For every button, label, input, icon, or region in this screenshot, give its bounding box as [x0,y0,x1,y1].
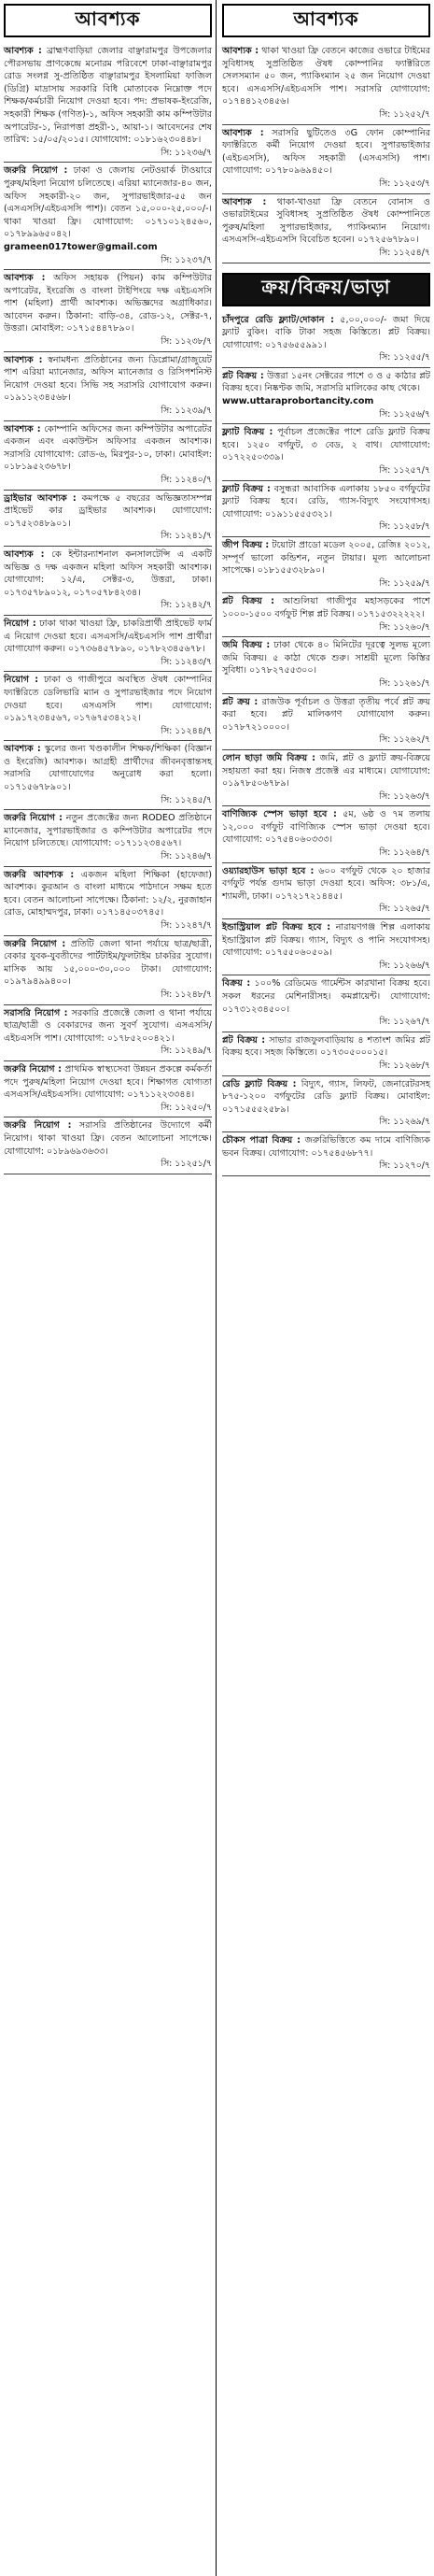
ad-text: সাভার রাজফুলবাড়িয়ায় ৪ শতাংশ জমির প্লট বিক্রয় হবে। সহজ কিস্তিতে। ০১৭৩০৫০০০১৫। [222,1034,430,1059]
ad-reference-code: সি: ১১২৫৬/৭ [379,408,430,420]
ad-reference-code: সি: ১১২৫৩/৭ [379,178,430,189]
ad-reference-code: সি: ১১২৬৯/৭ [379,1117,430,1128]
ad-text: স্কুলের জন্য খণ্ডকালীন শিক্ষক/শিক্ষিকা (বিজ্ঞান ও ইংরেজি) আবশ্যক। আগ্রহী প্রার্থীদের জীবনবৃত্তান্তসহ সরাসরি যোগাযোগের অনুরোধ করা হলো। ০১৭১৫৬৭৮৯০১। [4,744,212,793]
right-ads-top-list [222,43,430,263]
ad-reference-code: সি: ১১২৪৪/৭ [161,725,212,736]
classified-ad [222,312,430,368]
ad-keyword: জরুরি নিয়োগ : [4,1120,72,1131]
ad-text: স্বনামধন্য প্রতিষ্ঠানের জন্য ডিপ্লোমা/গ্রাজুয়েট পাশ এরিয়া ম্যানেজার, অফিস ম্যানেজার ও রিসিপশনিস্ট নিয়োগ দেওয়া হবে। সিভি সহ সরাসরি যোগাযোগ করুন। ০১৯১১২৩৪৫৬৮। [4,354,212,404]
ad-text: সরাসরি ছুটিতেও ৩G ফোন কোম্পানির ফ্যাক্টরিতে কর্মী নিয়োগ দেওয়া হবে। সুপারভাইজার (এইচএসসি), অফিস সহকারী (এসএসসি) পাশ। যোগাযোগ: ০১৭৮০৯৬৯৪৫০। [222,127,430,177]
classified-ad [222,1032,430,1076]
classified-ad [4,1005,212,1061]
ad-keyword: ফ্ল্যাট বিক্রয় : [222,427,273,438]
ad-text: কে ইন্টারন্যাশনাল কনসালটেন্সি এ একটি অভিজ্ঞ ও দক্ষ একজন মহিলা অফিস সহকারী আবশ্যক। যোগাযোগ: ১২/এ, সেক্টর-৩, উত্তরা, ঢাকা। ০১৭৩৫৭৮৯০১২, ০১৭০৫৭৮৪২৩৪। [4,548,212,598]
section-header-buy-sell-rent: ক্রয়/বিক্রয়/ভাড়া [222,273,430,306]
ad-reference-code: সি: ১১২৬০/৭ [379,621,430,633]
classified-ad [222,694,430,750]
classified-ad [222,194,430,263]
ad-keyword: জরুরি নিয়োগ : [4,165,68,177]
ad-text: ঢাকা থেকে ৪০ মিনিটের দূরত্বে সুলভ মূল্যে জমি বিক্রয়। ৫ কাঠা থেকে শুরু। সাশ্রয়ী মূল্যে কিস্তির সুবিধা। ০১৭৮২৭৫৫৩০০। [222,640,430,676]
ad-text: থাকা খাওয়া ফ্রি বেতনে কাজের ওভারে টাইমের সুবিধাসহ সুপ্রতিষ্ঠিত ঔষধ কোম্পানির ফ্যাক্টরিতে সেলসম্যান ৫০ জন, প্যাকিংম্যান ২৫ জন নিয়োগ দেওয়া হবে। এসএসসি/এইচএসসি পাশ। সরাসরি যোগাযোগ: ০১৭৪৪১২৩৪৫৬। [222,46,430,107]
ad-keyword: জমি বিক্রয় : [222,640,271,651]
ad-text: ৬০০ বর্গফুট থেকে ২০ হাজার বর্গফুট পর্যন্ত গুদাম ভাড়া দেওয়া হবে। অফিস: ৩৮১/এ, শ্যামলী, ঢাকা। ০১৭২১৭২১৪৪৫। [222,865,430,902]
ad-text: ঢাকা থাকা খাওয়া ফ্রি, চাকরিপ্রার্থী প্রাইভেট ফার্ম এ নিয়োগ দেওয়া হবে। এসএসসি/এইচএসসি পাশ প্রার্থীরা যোগাযোগ করুন। ০১৭৩৬৪৫৭৮৯০, ০১৭৮২৩৪৫৬৭৮। [4,618,212,655]
ad-keyword: সরাসরি নিয়োগ : [4,1007,68,1018]
ad-keyword: চৌকস পাত্রা বিক্রয় : [222,1134,301,1146]
classified-ad [222,481,430,537]
ad-keyword: রেডি ফ্ল্যাট বিক্রয় : [222,1078,297,1089]
classified-ad [222,750,430,806]
right-ads-bottom-list [222,312,430,1176]
ad-reference-code: সি: ১১২৪৫/৭ [161,794,212,805]
classified-ad [4,741,212,810]
ad-keyword: জরুরি নিয়োগ : [4,813,63,824]
ad-reference-code: সি: ১১২৪৭/৭ [161,920,212,931]
ad-keyword: আবশ্যক : [4,423,41,434]
classified-ad [222,975,430,1032]
ad-reference-code: সি: ১১২৪২/৭ [161,600,212,611]
classified-ad [222,125,430,194]
ad-reference-code: সি: ১১২৪৯/৭ [161,1046,212,1057]
ad-text: ৫,০০,০০০/- জমা দিয়ে ফ্ল্যাট বুকিং। বাকি টাকা সহজ কিস্তিতে। প্লট বিক্রয়। যোগাযোগ: ০১৭৫৬৫৫৯৯১। [222,314,430,350]
ad-reference-code: সি: ১১২৫০/৭ [161,1102,212,1113]
ad-reference-code: সি: ১১২৫৯/৭ [379,577,430,589]
ad-reference-code: সি: ১১২৬৭/৭ [379,1017,430,1028]
ad-text: জরুরিভিত্তিতে কম দামে বাণিজ্যিক ভবন বিক্রয়। যোগাযোগ: ০১৭৫৪৫৬৮৭৭। [222,1134,430,1159]
ad-text: ঢাকা ও গাজীপুরে অবস্থিত ঔষধ কোম্পানির ফ্যাক্টরিতে ডেলিভারি ম্যান ও সুপারভাইজার পদে নিয়োগ দেওয়া হবে। এসএসসি পাশ। যোগাযোগ: ০১৯১৭২৩৪৫৬৭, ০১৭৬৭৫৩৪২১২। [4,675,212,724]
ad-url[interactable]: grameen017tower@gmail.com [4,241,158,252]
ad-reference-code: সি: ১১২৬৪/৭ [379,847,430,859]
ad-reference-code: সি: ১১২৫৮/৭ [379,521,430,533]
ad-keyword: চাঁদপুরে রেডি ফ্ল্যাট/দোকান : [222,314,334,325]
ad-text: কোম্পানি অফিসের জন্য কম্পিউটার অপারেটর একজন এবং একাউন্টস অফিসার একজন আবশ্যক। সরাসরি যোগাযোগ: রোড-৬, মিরপুর-১০, ঢাকা। মোবাইল: ০১৮১৯৫২৩৬৭৮। [4,423,212,473]
classified-ad [4,352,212,421]
ad-keyword: প্লট বিক্রয় : [222,1034,266,1046]
ad-keyword: ইন্ডাস্ট্রিয়াল প্লট বিক্রয় হবে : [222,922,331,933]
ad-keyword: আবশ্যক : [222,127,264,138]
classified-ad [4,491,212,547]
ad-keyword: জরুরি আবশ্যক : [4,869,75,880]
ad-keyword: ফ্ল্যাট বিক্রয় : [222,483,271,494]
classified-ad [4,421,212,491]
ad-keyword: লোন ছাড়া জমি বিক্রয় : [222,752,315,763]
classified-ad [222,537,430,593]
left-ads-list [4,43,212,1174]
classified-ad [222,919,430,975]
ad-text: সরাসরি প্রতিষ্ঠানের উদ্যোগে কর্মী নিয়োগ। থাকা খাওয়া ফ্রি। বেতন আলোচনা সাপেক্ষে। যোগাযোগ: ০১৮৯৬৯৩৬৩৩। [4,1120,213,1157]
ad-text: নতুন প্রজেক্টের জন্য RODEO প্রতিষ্ঠানে ম্যানেজার, সুপারভাইজার ও কম্পিউটার অপারেটর পদে নিয়োগ চলিতেছে। যোগাযোগ: ০১৭১১২৩৪৫৬৭। [4,813,212,849]
ad-reference-code: সি: ১১২৫৪/৭ [379,247,430,258]
section-header-wanted: আবশ্যক [4,4,212,37]
ad-text: অফিস সহায়ক (পিয়ন) কাম কম্পিউটার অপারেটর, ইংরেজি ও বাংলা টাইপিংয়ে দক্ষ এইচএসসি পাশ (মহিলা) প্রার্থী আবশ্যক। অভিজ্ঞদের অগ্রাধিকার। আবেদন করুন। ঠিকানা: বাড়ি-৩৪, রোড-১২, সেক্টর-৭, উত্তরা। মোবাইল: ০১৭১৫৪৪৭৮৯০। [4,273,212,334]
ad-text: ঢাকা ও জেলায় নেটওয়ার্ক টাওয়ারে পুরুষ/মহিলা নিয়োগ চলিতেছে। এরিয়া ম্যানেজার-৪০ জন, অফিস সহকারী-২০ জন, সুপারভাইজার-৫৫ জন (এসএসসি/এইচএসসি পাশ)। বেতন ১৫,০০০-২৫,০০০/-। থাকা খাওয়া ফ্রি। যোগাযোগ: ০১৭১০১২৪৫৬০, ০১৭৮৯৯৬৫০৪২। [4,165,212,240]
ad-reference-code: সি: ১১২৪৮/৭ [161,989,212,1000]
ad-keyword: বিক্রয় : [222,978,251,989]
ad-text: পূর্বাচল প্রজেক্টের পাশে রেডি ফ্ল্যাট বিক্রয় হবে। ১২৫০ বর্গফুট, ৩ বেড, ২ বাথ। যোগাযোগ: ০১৭২২৫০৩৩৯। [222,427,430,463]
ad-text: জমি, প্লট ও ফ্ল্যাট ক্রয়-বিক্রয়ে সহায়তা করা হয়। নিজস্ব প্রজেক্ট এর মাধ্যমে। যোগাযোগ: ০১৯৭৮৫০৬৭৮৯। [222,752,430,790]
ad-reference-code: সি: ১১২৭০/৭ [379,1160,430,1172]
ad-keyword: জরুরি নিয়োগ : [4,1063,62,1075]
ad-reference-code: সি: ১১২৬৮/৭ [379,1060,430,1071]
ad-keyword: ড্রাইভার আবশ্যক : [4,492,77,504]
classified-ad [4,867,212,936]
classified-ad [4,547,212,616]
ad-keyword: নিয়োগ : [4,675,39,686]
ad-reference-code: সি: ১১২৩৬/৭ [161,147,212,158]
ad-keyword: আবশ্যক : [222,196,267,207]
ad-text: সরকারি প্রজেক্টে জেলা ও থানা পর্যায়ে ছাত্র/ছাত্রী ও বেকারদের জন্য সুবর্ণ সুযোগ। এসএসসি/এইচএসসি পাশ। যোগাযোগ: ০১৭৮৫২০০৪২১। [4,1007,212,1044]
classified-ad [222,368,430,424]
ad-reference-code: সি: ১১২৫২/৭ [379,108,430,120]
classified-ad [222,1132,430,1176]
ad-url[interactable]: www.uttaraprobortancity.com [222,396,374,407]
ad-text: থাকা-খাওয়া ফ্রি বেতনে বোনাস ও ওভারটাইমের সুবিধাসহ সুপ্রতিষ্ঠিত ঔষধ কোম্পানিতে পুরুষ/মহিলা সুপারভাইজার, প্যাকিংম্যান নিয়োগ। এসএসসি-এইচএসসি বিবেচিত হবেন। ০১৭২৫৬৭৮৯০। [222,196,430,246]
ad-reference-code: সি: ১১২৪৩/৭ [161,656,212,667]
right-column [218,0,434,2576]
ad-reference-code: সি: ১১২৬৩/৭ [379,790,430,802]
ad-reference-code: সি: ১১২৩৯/৭ [161,406,212,417]
classified-ad [4,270,212,352]
classified-ad [222,424,430,480]
ad-text: আশুলিয়া গাজীপুর মহাসড়কের পাশে ১০০০-১৫০০ বর্গফুট শিল্প প্লট বিক্রয়। ০১৭১৫৩২২২২২। [222,596,430,619]
classified-ad [222,637,430,693]
ad-keyword: আবশ্যক : [4,46,42,56]
ad-keyword: আবশ্যক : [222,46,259,56]
ad-reference-code: সি: ১১২৫৭/৭ [379,465,430,477]
ad-reference-code: সি: ১১২৬৫/৭ [379,904,430,915]
classified-ad [4,1061,212,1117]
classified-ad [4,936,212,1005]
classified-ad [222,806,430,862]
ad-text: কমপক্ষে ৫ বছরের অভিজ্ঞতাসম্পন্ন প্রাইভেট কার ড্রাইভার আবশ্যক। যোগাযোগ: ০১৭৫২৩৪৮৯০১। [4,492,212,529]
ad-keyword: আবশ্যক : [4,744,41,755]
classified-ad [4,1117,212,1174]
ad-text: প্রতিটি জেলা থানা পর্যায়ে ছাত্র/ছাত্রী, বেকার যুবক-যুবতীদের পার্টটাইম/ফুলটাইম চাকরির সুযোগ। মাসিক আয় ১৫,০০০-৩০,০০০ টাকা। যোগাযোগ: ০১৯৭৯৪৯৯৪০০। [4,938,213,988]
classified-ad [222,593,430,637]
ad-keyword: ওয়্যারহাউস ভাড়া হবে : [222,865,315,876]
ad-keyword: প্লট বিক্রয় : [222,370,264,381]
ad-text: উত্তরা ১৫নং সেক্টরের পাশে ৩ ও ৫ কাঠার প্লট বিক্রয় হবে। নিষ্কণ্টক জমি, সরাসরি মালিকের কাছ থেকে। [222,370,430,394]
ad-text: একজন মহিলা শিক্ষিকা (হাফেজা) আবশ্যক। কুরআন ও বাংলা মাধ্যমে পাঠদানে সক্ষম হতে হবে। বেতন আলোচনা সাপেক্ষে। ঠিকানা: ১২/২, নুরজাহান রোড, মোহাম্মদপুর, ঢাকা। ০১৭১৪৫০৩৭৪৫। [4,869,213,918]
classified-ad [4,672,212,741]
ad-keyword: আবশ্যক : [4,273,46,284]
ad-text: ১০০% রেডিমেড গার্মেন্টস কারখানা বিক্রয় হবে। সকল ধরনের মেশিনারীসহ। কমপ্লায়েন্ট। যোগাযোগ: ০১৭৩১২৩৪৫০০। [222,978,430,1015]
classified-ad [222,43,430,125]
ad-reference-code: সি: ১১২৪১/৭ [161,531,212,542]
ad-text: বসুন্ধরা আবাসিক এলাকায় ১৮৫০ বর্গফুটের ফ্ল্যাট বিক্রয় হবে। রেডি, গ্যাস-বিদ্যুৎ সংযোগসহ। যোগাযোগ: ০১৯১১৫৫৫৩২১। [222,483,430,519]
ad-reference-code: সি: ১১২৩৭/৭ [161,254,212,265]
ad-keyword: আবশ্যক : [4,354,43,365]
ad-reference-code: সি: ১১২৪০/৭ [161,475,212,485]
classified-ad [222,1076,430,1132]
ad-reference-code: সি: ১১২৫১/৭ [161,1159,212,1170]
ad-text: বিদ্যুৎ, গ্যাস, লিফট, জেনারেটরসহ ৮৭৫-১২০০ বর্গফুটের রেডি ফ্ল্যাট বিক্রয়। মোবাইল: ০১৭১৫৫৫২৫৮৯। [222,1078,430,1115]
ad-keyword: প্লট বিক্রয় : [222,596,274,607]
ad-keyword: জরুরি নিয়োগ : [4,938,66,949]
ad-reference-code: সি: ১১২৬২/৭ [379,734,430,746]
ad-text: প্রাথমিক স্বাস্থ্যসেবা উন্নয়ন প্রকল্পে কর্মকর্তা পদে পুরুষ/মহিলা নিয়োগ দেওয়া হবে। শিক্ষাগত যোগ্যতা এসএসসি/এইচএসসি। যোগাযোগ: ০১৭১১২২৩৩৪৪। [4,1063,213,1101]
ad-reference-code: সি: ১১২৩৮/৭ [161,336,212,348]
ad-text: ৫ম, ৬ষ্ঠ ও ৭ম তলায় ১২,০০০ বর্গফুট বাণিজ্যিক স্পেস ভাড়া দেওয়া হবে। যোগাযোগ: ০১৭৫৪০৬০৩৩৩। [222,809,431,846]
ad-keyword: নিয়োগ : [4,618,36,629]
classified-ad [222,863,430,919]
ad-keyword: প্লট ক্রয় : [222,696,259,707]
ad-keyword: জীপ বিক্রয় : [222,540,270,550]
ad-text: ব্রাহ্মণবাড়িয়া জেলার বাঞ্ছারামপুর উপজেলার পৌরসভায় প্রাণকেন্দ্রে মনোরম পরিবেশে ঢাকা-বাঞ্ছারামপুর রোড সংলগ্ন সু-প্রতিষ্ঠিত বাঞ্ছারামপুর ইসলামিয়া ফাজিল (ডিগ্রি) মাদ্রাসায় সরকারি বিধি মোতাবেক নিম্নোক্ত পদে শিক্ষক/কর্মচারী নিয়োগ দেওয়া হবে। পদ: প্রভাষক-ইংরেজি, সহকারী শিক্ষক (গণিত)-১, অফিস সহকারী কাম কম্পিউটার অপারেটর-১, নিরাপত্তা প্রহরী-১, আয়া-১। আবেদনের শেষ তারিখ: ১৫/০৫/২০১৫। যোগাযোগ: ০১৮১৬২৩০৪৪৮। [4,46,212,146]
section-header-wanted-right: আবশ্যক [222,4,430,37]
ad-text: নারায়ণগঞ্জ শিল্প এলাকায় ইন্ডাস্ট্রিয়াল প্লট বিক্রয়। গ্যাস, বিদ্যুৎ ও পানি সংযোগসহ। যোগাযোগ: ০১৭৫৫০৬০৫০৯। [222,922,430,959]
ad-keyword: আবশ্যক : [4,548,45,560]
ad-keyword: বাণিজ্যিক স্পেস ভাড়া হবে : [222,809,337,820]
classified-ad [4,616,212,672]
classified-ad [4,810,212,866]
ad-reference-code: সি: ১১২৪৬/৭ [161,851,212,862]
classified-ad [4,43,212,163]
ad-reference-code: সি: ১১২৬৬/৭ [379,960,430,971]
ad-text: রাজউক পূর্বাচল ও উত্তরা তৃতীয় পর্বে প্লট ক্রয় করা হবে। প্লট মালিকগণ যোগাযোগ করুন। ০১৭৮৭২১০০০০। [222,696,431,733]
ad-text: টয়োটা প্রাডো মডেল ২০০৫, রেজিঃ ২০১২, সম্পূর্ণ ভালো কন্ডিশন, নতুন টায়ার। মূল্য আলোচনা সাপেক্ষে। ০১৮১৫৫৩২৮৯০। [222,540,430,576]
classified-ad [4,163,212,270]
ad-reference-code: সি: ১১২৫৫/৭ [379,352,430,363]
ad-reference-code: সি: ১১২৬১/৭ [379,677,430,689]
